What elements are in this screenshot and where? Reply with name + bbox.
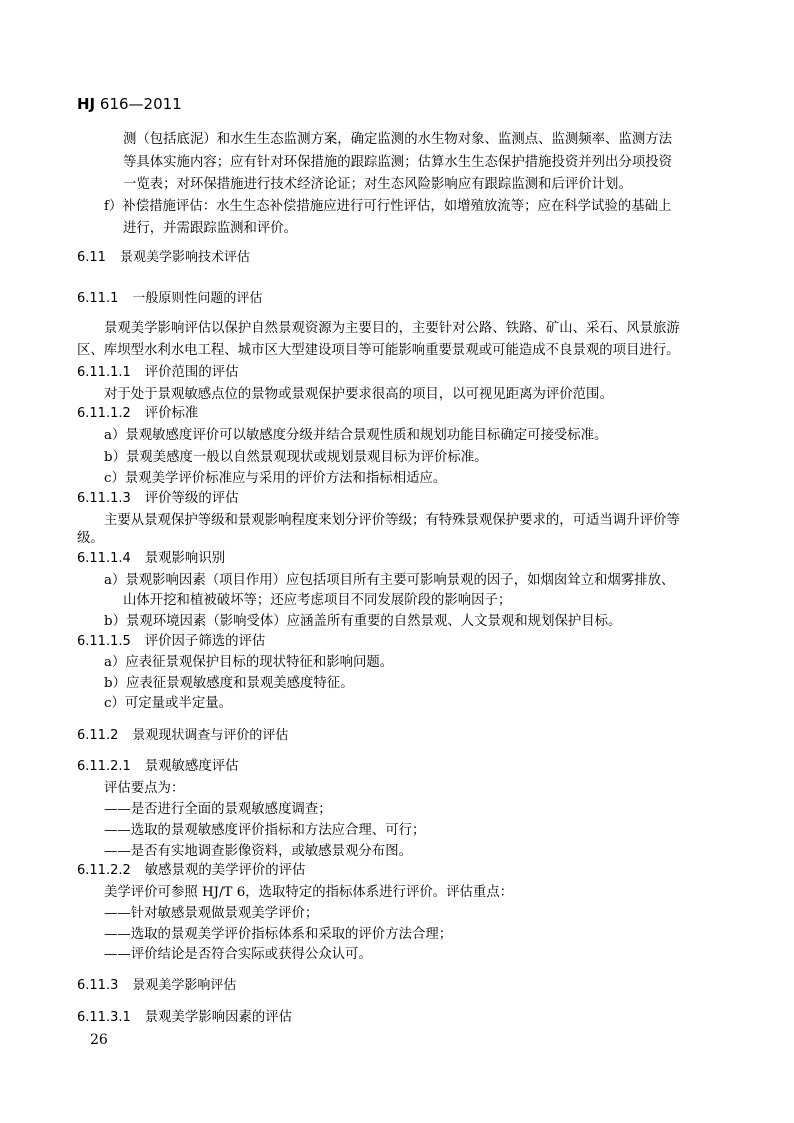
list-item-c: c）景观美学评价标准应与采用的评价方法和指标相适应。 [104,471,447,486]
section-number: 6.11.1.3 [77,491,131,506]
list-item-b: b）应表征景观敏感度和景观美感度特征。 [104,676,354,691]
page-number: 26 [90,1032,108,1048]
paragraph-line-1: 景观美学影响评估以保护自然景观资源为主要目的，主要针对公路、铁路、矿山、采石、风景旅游 [104,321,680,336]
section-6-11-2-2-heading [77,864,305,877]
paragraph-line-2: 级。 [77,531,104,546]
paragraph-line: 评估要点为： [104,781,185,796]
running-header [77,97,182,112]
section-6-11-1-2-heading [77,407,198,420]
section-title: 景观影响识别 [144,551,226,566]
dash-item-2: ——选取的景观敏感度评价指标和方法应合理、可行； [104,823,426,838]
section-6-11-1-3-heading [77,492,239,505]
section-title: 敏感景观的美学评价的评估 [144,863,306,878]
section-number: 6.11.1.1 [77,365,131,380]
section-number: 6.11.1.4 [77,551,131,566]
list-item-a-line-2: 山体开挖和植被破坏等；还应考虑项目不同发展阶段的影响因子； [123,593,512,608]
header-code: HJ [77,95,96,113]
list-item-b: b）景观环境因素（影响受体）应涵盖所有重要的自然景观、人文景观和规划保护目标。 [104,614,622,629]
section-title: 景观美学影响技术评估 [119,250,250,265]
paragraph-line: 对于处于景观敏感点位的景物或景观保护要求很高的项目，以可视见距离为评价范围。 [104,387,613,402]
section-number: 6.11.2 [77,728,119,743]
dash-item-1: ——是否进行全面的景观敏感度调查； [104,802,332,817]
section-title: 评价因子筛选的评估 [144,634,266,649]
section-title: 评价标准 [144,406,199,421]
paragraph-line: 美学评价可参照 HJ/T 6，选取特定的指标体系进行评价。评估重点： [104,885,514,900]
continuation-line-3: 一览表；对环保措施进行技术经济论证；对生态风险影响应有跟踪监测和后评价计划。 [123,177,632,192]
section-6-11-3-1-heading [77,1011,292,1024]
list-item-a: a）景观敏感度评价可以敏感度分级并结合景观性质和规划功能目标确定可接受标准。 [104,428,608,443]
section-number: 6.11.3 [77,978,119,993]
section-title: 景观美学影响因素的评估 [144,1010,293,1025]
section-6-11-heading [77,251,250,264]
section-title: 景观现状调查与评价的评估 [132,728,289,743]
section-title: 评价等级的评估 [144,491,239,506]
section-6-11-3-heading [77,979,236,992]
section-6-11-1-4-heading [77,552,225,565]
item-f-line-2: 进行，并需跟踪监测和评价。 [123,221,298,236]
section-number: 6.11.3.1 [77,1010,131,1025]
section-6-11-1-heading [77,292,262,305]
section-title: 景观敏感度评估 [144,759,239,774]
item-f-line-1: f）补偿措施评估：水生生态补偿措施应进行可行性评估，如增殖放流等；应在科学试验的基础上 [104,199,672,214]
section-6-11-2-1-heading [77,760,239,773]
dash-item-3: ——评价结论是否符合实际或获得公众认可。 [104,947,372,962]
section-number: 6.11.1 [77,291,119,306]
section-title: 一般原则性问题的评估 [132,291,263,306]
list-item-a-line-1: a）景观影响因素（项目作用）应包括项目所有主要可影响景观的因子，如烟囱耸立和烟雾排放、 [104,573,675,588]
list-item-a: a）应表征景观保护目标的现状特征和影响问题。 [104,655,394,670]
dash-item-3: ——是否有实地调查影像资料，或敏感景观分布图。 [104,844,412,859]
section-6-11-1-1-heading [77,366,239,379]
dash-item-1: ——针对敏感景观做景观美学评价； [104,906,319,921]
paragraph-line-1: 主要从景观保护等级和景观影响程度来划分评价等级；有特殊景观保护要求的，可适当调升评价等 [104,513,680,528]
header-number: 616—2011 [99,95,182,113]
section-number: 6.11.1.2 [77,406,131,421]
section-number: 6.11.2.2 [77,863,131,878]
section-title: 评价范围的评估 [144,365,239,380]
section-number: 6.11.1.5 [77,634,131,649]
section-number: 6.11 [77,250,106,265]
continuation-line-2: 等具体实施内容；应有针对环保措施的跟踪监测；估算水生生态保护措施投资并列出分项投资 [123,155,673,170]
list-item-b: b）景观美感度一般以自然景观现状或规划景观目标为评价标准。 [104,450,488,465]
paragraph-line-2: 区、库坝型水利水电工程、城市区大型建设项目等可能影响重要景观或可能造成不良景观的项目进行。 [77,343,680,358]
section-6-11-2-heading [77,729,288,742]
continuation-line-1: 测（包括底泥）和水生生态监测方案，确定监测的水生物对象、监测点、监测频率、监测方法 [123,132,673,147]
dash-item-2: ——选取的景观美学评价指标体系和采取的评价方法合理； [104,927,453,942]
section-title: 景观美学影响评估 [132,978,237,993]
list-item-c: c）可定量或半定量。 [104,696,233,711]
section-number: 6.11.2.1 [77,759,131,774]
section-6-11-1-5-heading [77,635,265,648]
